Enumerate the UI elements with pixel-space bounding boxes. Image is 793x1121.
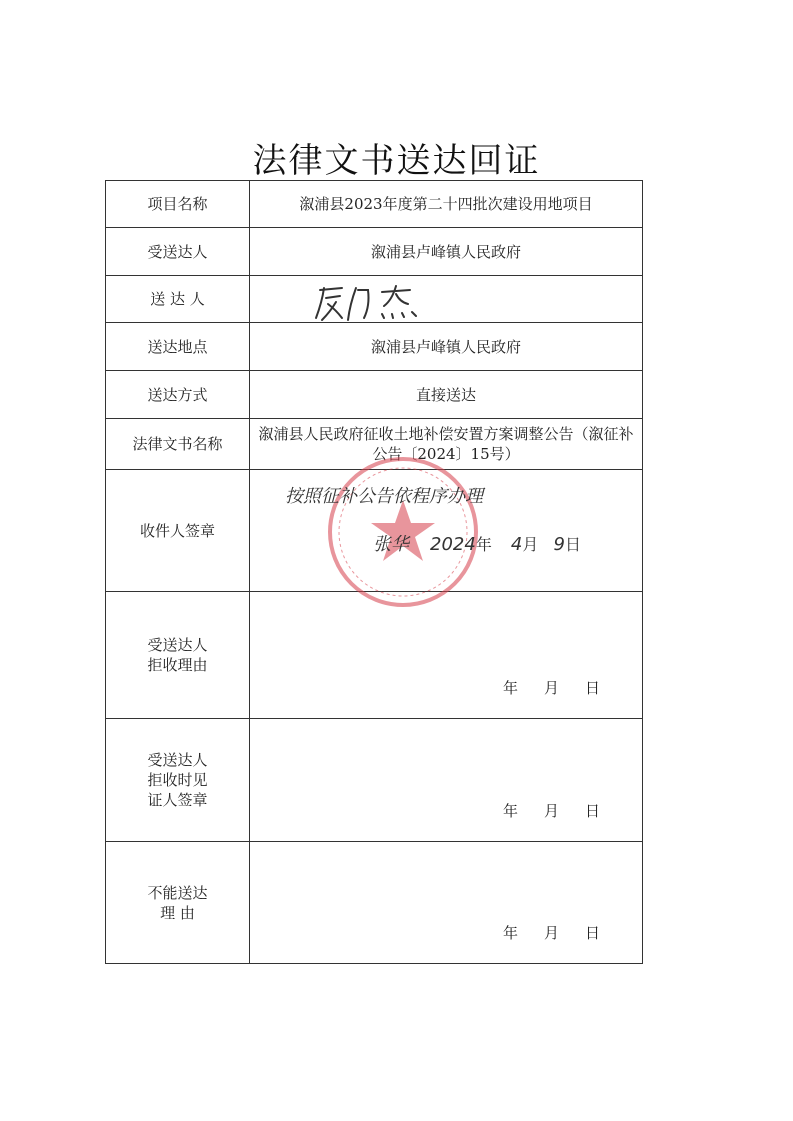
value-undeliverable <box>250 842 643 964</box>
row-location <box>106 323 643 371</box>
date-line <box>477 678 600 698</box>
day-label: 日 <box>584 924 600 942</box>
label-recipient: 受送达人 <box>106 228 250 276</box>
receiver-handwritten-name: 张华 <box>373 534 409 555</box>
value-method: 直接送达 <box>250 371 643 419</box>
date-line <box>477 923 600 943</box>
month-char: 月 <box>522 535 539 554</box>
label-receiver-sign: 收件人签章 <box>106 470 250 592</box>
year-label: 年 <box>502 924 518 942</box>
label-undeliverable: 不能送达 理 由 <box>106 842 250 964</box>
value-project-name: 溆浦县2023年度第二十四批次建设用地项目 <box>250 181 643 228</box>
label-document: 法律文书名称 <box>106 419 250 470</box>
year-label: 年 <box>502 679 518 697</box>
month-label: 月 <box>543 679 559 697</box>
label-location: 送达地点 <box>106 323 250 371</box>
row-refuse-witness <box>106 719 643 842</box>
handwritten-month: 4 <box>510 534 523 555</box>
row-undeliverable <box>106 842 643 964</box>
row-project-name <box>106 181 643 228</box>
label-refuse-witness: 受送达人 拒收时见 证人签章 <box>106 719 250 842</box>
value-location: 溆浦县卢峰镇人民政府 <box>250 323 643 371</box>
day-label: 日 <box>584 802 600 820</box>
day-label: 日 <box>584 679 600 697</box>
label-courier: 送 达 人 <box>106 276 250 323</box>
value-refuse-witness <box>250 719 643 842</box>
label-method: 送达方式 <box>106 371 250 419</box>
courier-signature <box>312 280 432 324</box>
year-char: 年 <box>475 535 492 554</box>
value-document: 溆浦县人民政府征收土地补偿安置方案调整公告（溆征补公告〔2024〕15号） <box>250 419 643 470</box>
document-title: 法律文书送达回证 <box>252 141 541 181</box>
value-courier <box>250 276 643 323</box>
date-line <box>477 801 600 821</box>
handwritten-year: 2024 <box>430 534 476 555</box>
label-project-name: 项目名称 <box>106 181 250 228</box>
receiver-sign-date <box>430 532 581 555</box>
handwritten-day: 9 <box>553 534 565 555</box>
row-recipient <box>106 228 643 276</box>
month-label: 月 <box>543 924 559 942</box>
label-refuse-reason: 受送达人 拒收理由 <box>106 592 250 719</box>
day-char: 日 <box>564 535 581 554</box>
row-method <box>106 371 643 419</box>
receiver-handwritten-note: 按照征补公告依程序办理 <box>285 486 483 507</box>
row-refuse-reason <box>106 592 643 719</box>
month-label: 月 <box>543 802 559 820</box>
value-recipient: 溆浦县卢峰镇人民政府 <box>250 228 643 276</box>
value-refuse-reason <box>250 592 643 719</box>
year-label: 年 <box>502 802 518 820</box>
